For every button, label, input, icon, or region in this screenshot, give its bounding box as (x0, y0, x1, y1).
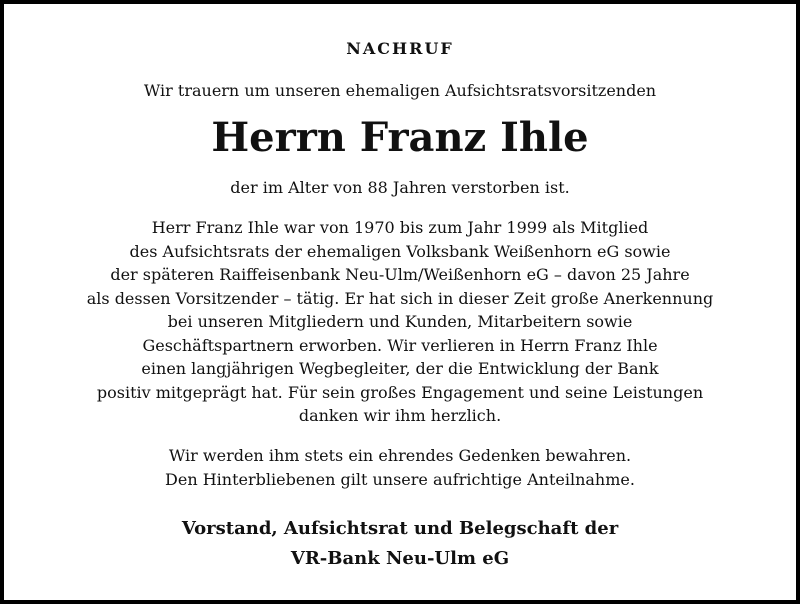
notice-heading: NACHRUF (346, 39, 454, 58)
condolence-paragraph (4, 444, 796, 491)
condolence-line: Den Hinterbliebenen gilt unsere aufrichtige Anteilnahme. (165, 469, 635, 489)
tribute-line: des Aufsichtsrats der ehemaligen Volksbank Weißenhorn eG sowie (129, 241, 671, 261)
tribute-line: der späteren Raiffeisenbank Neu-Ulm/Weißenhorn eG – davon 25 Jahre (110, 265, 690, 284)
tribute-line: danken wir ihm herzlich. (298, 406, 502, 425)
intro-line: Wir trauern um unseren ehemaligen Aufsichtsratsvorsitzenden (143, 81, 657, 100)
tribute-line: als dessen Vorsitzender – tätig. Er hat sich in dieser Zeit große Anerkennung (86, 288, 714, 308)
tribute-line: bei unseren Mitgliedern und Kunden, Mitarbeitern sowie (167, 312, 633, 331)
deceased-name: Herrn Franz Ihle (211, 114, 589, 161)
condolence-line: Wir werden ihm stets ein ehrendes Gedenken bewahren. (168, 446, 632, 465)
signature-block (4, 514, 796, 574)
tribute-line: Geschäftspartnern erworben. Wir verlieren in Herrn Franz Ihle (142, 335, 658, 355)
tribute-line: Herr Franz Ihle war von 1970 bis zum Jahr 1999 als Mitglied (151, 218, 649, 237)
tribute-paragraph (4, 216, 796, 428)
signature-line: Vorstand, Aufsichtsrat und Belegschaft der (181, 518, 619, 539)
tribute-line: positiv mitgeprägt hat. Für sein großes Engagement und seine Leistungen (96, 382, 704, 402)
age-line: der im Alter von 88 Jahren verstorben ist. (230, 178, 570, 197)
tribute-line: einen langjährigen Wegbegleiter, der die Entwicklung der Bank (141, 359, 659, 378)
signature-line: VR-Bank Neu-Ulm eG (290, 548, 510, 569)
